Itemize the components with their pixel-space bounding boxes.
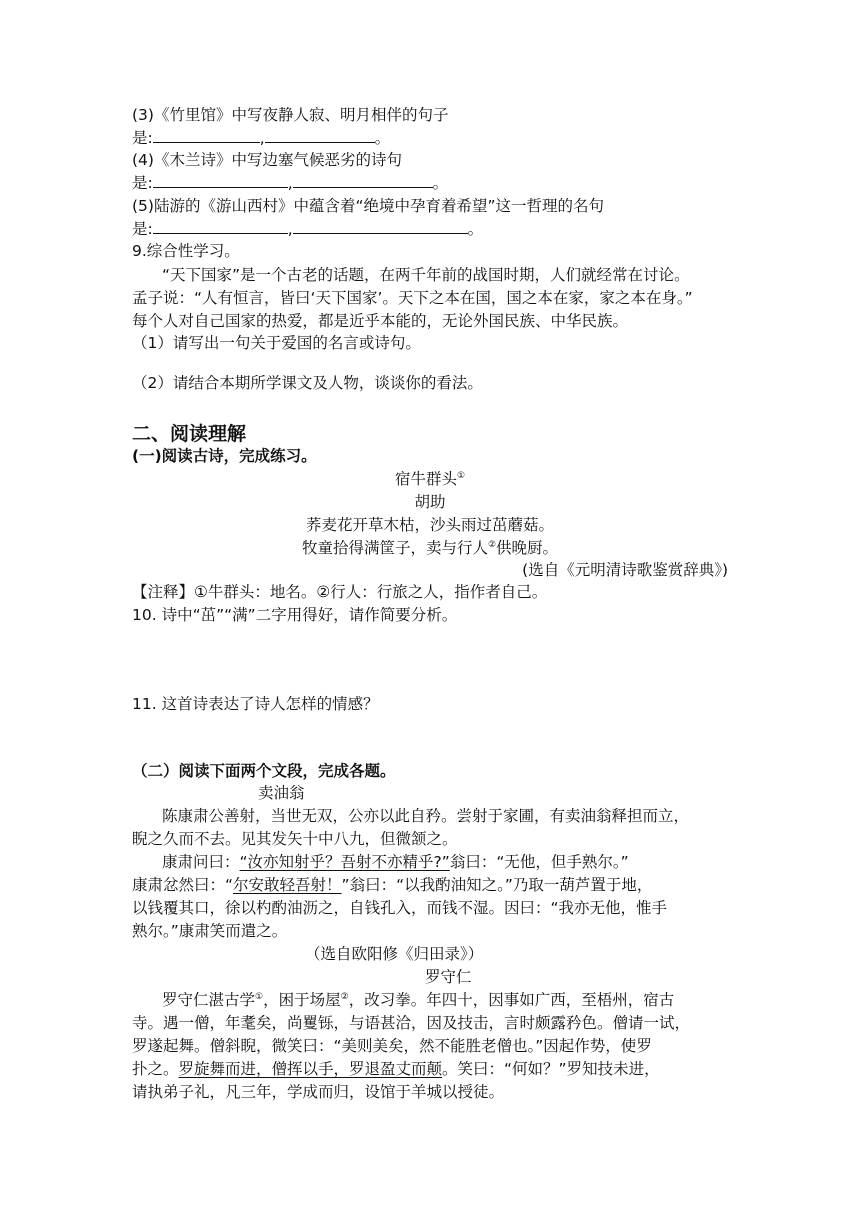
text2-line: 寺。遇一僧，年耄矣，尚矍铄，与语甚洽，因及技击，言时颇露矜色。僧请一试， (132, 1014, 691, 1032)
text2-segment: 。笑曰：“何如？”罗知技未进， (442, 1060, 660, 1078)
text1-title: 卖油翁 (258, 784, 305, 802)
q8-5-prompt: (5)陆游的《游山西村》中蕴含着“绝境中孕育着希望”这一哲理的名句 (132, 197, 605, 215)
q9-title: 9.综合性学习。 (132, 242, 240, 260)
text1-segment: 康肃问曰： (162, 853, 240, 871)
footnote-marker: ① (255, 991, 264, 1002)
prose-section-heading: （二）阅读下面两个文段，完成各题。 (132, 762, 396, 780)
answer-prefix: 是: (132, 174, 153, 192)
answer-blank[interactable] (293, 219, 468, 234)
text2-segment: 扑之。 (132, 1060, 179, 1078)
comma: , (287, 174, 293, 192)
q8-5-answer-line (132, 218, 483, 240)
period: 。 (432, 174, 449, 192)
text1-source: （选自欧阳修《归田录》） (305, 945, 484, 963)
comma: , (259, 129, 265, 147)
footnote-marker: ② (340, 991, 349, 1002)
text1-line: 以钱覆其口，徐以杓酌油沥之，自钱孔入，而钱不湿。因曰：“我亦无他，惟手 (132, 899, 668, 917)
q9-sub1: （1）请写出一句关于爱国的名言或诗句。 (132, 334, 421, 352)
q8-3-answer-line (132, 127, 390, 149)
underlined-sentence: 罗旋舞而进，僧挥以手，罗退盈丈而颠 (178, 1060, 443, 1078)
q8-4-prompt: (4)《木兰诗》中写边塞气候恶劣的诗句 (132, 151, 402, 169)
poem-line-text: 供晚厨。 (496, 539, 559, 557)
poem-author: 胡助 (414, 493, 446, 511)
poem-section-heading: (一)阅读古诗，完成练习。 (132, 447, 317, 465)
answer-blank[interactable] (153, 128, 260, 143)
text1-line (162, 851, 629, 873)
text1-line (132, 874, 652, 896)
text1-line: 睨之久而不去。见其发矢十中八九，但微颔之。 (132, 830, 458, 848)
section-heading: 二、阅读理解 (132, 423, 247, 445)
answer-blank[interactable] (265, 128, 375, 143)
text2-line (162, 989, 674, 1011)
text1-line: 陈康肃公善射，当世无双，公亦以此自矜。尝射于家圃，有卖油翁释担而立， (162, 807, 690, 825)
q9-paragraph-line: 孟子说：“人有恒言，皆曰‘天下国家’。天下之本在国，国之本在家，家之本在身。” (132, 289, 693, 307)
answer-blank[interactable] (293, 173, 433, 188)
period: 。 (374, 129, 391, 147)
question-11: 11. 这首诗表达了诗人怎样的情感？ (132, 695, 379, 713)
text2-segment: ，困于场屋 (263, 991, 341, 1009)
comma: , (287, 220, 293, 238)
question-10: 10. 诗中“茁”“满”二字用得好，请作简要分析。 (132, 606, 458, 624)
text2-line (132, 1058, 660, 1080)
footnote-marker: ② (487, 539, 497, 550)
text1-segment: ”翁曰：“以我酌油知之。”乃取一葫芦置于地， (341, 876, 653, 894)
q9-paragraph-line: 每个人对自己国家的热爱，都是近乎本能的，无论外国民族、中华民族。 (132, 312, 629, 330)
text1-segment: 翁曰：“无他，但手熟尔。” (449, 853, 629, 871)
poem-source: (选自《元明清诗歌鉴赏辞典》) (522, 561, 728, 579)
text2-segment: 罗守仁湛古学 (162, 991, 256, 1009)
text2-segment: ，改习拳。年四十，因事如广西，至梧州，宿古 (348, 991, 675, 1009)
poem-line: 荞麦花开草木枯，沙头雨过茁蘑菇。 (305, 516, 554, 534)
answer-blank[interactable] (153, 173, 288, 188)
q8-3-prompt: (3)《竹里馆》中写夜静人寂、明月相伴的句子 (132, 106, 449, 124)
answer-prefix: 是: (132, 220, 153, 238)
poem-line (0, 537, 860, 559)
q9-sub2: （2）请结合本期所学课文及人物，谈谈你的看法。 (132, 374, 483, 392)
period: 。 (467, 220, 484, 238)
underlined-sentence: 尔安敢轻吾射！ (233, 876, 342, 894)
poem-line-text: 牧童拾得满筐子，卖与行人 (301, 539, 488, 557)
text1-line: 熟尔。”康肃笑而遣之。 (132, 922, 288, 940)
footnote-marker: ① (456, 470, 466, 481)
poem-annotation: 【注释】①牛群头：地名。②行人：行旅之人，指作者自己。 (132, 583, 548, 601)
poem-title-text: 宿牛群头 (394, 470, 457, 488)
text2-title: 罗守仁 (425, 968, 472, 986)
text2-line: 请执弟子礼，凡三年，学成而归，设馆于羊城以授徒。 (132, 1083, 505, 1101)
underlined-sentence: “汝亦知射乎？吾射不亦精乎?” (239, 853, 450, 871)
text1-segment: 康肃忿然曰：“ (132, 876, 234, 894)
poem-title (0, 468, 860, 490)
q9-paragraph-line: “天下国家”是一个古老的话题，在两千年前的战国时期，人们就经常在讨论。 (162, 266, 690, 284)
q8-4-answer-line (132, 172, 448, 194)
answer-blank[interactable] (153, 219, 288, 234)
text2-line: 罗遂起舞。僧斜睨，微笑曰：“美则美矣，然不能胜老僧也。”因起作势，使罗 (132, 1037, 652, 1055)
answer-prefix: 是: (132, 129, 153, 147)
